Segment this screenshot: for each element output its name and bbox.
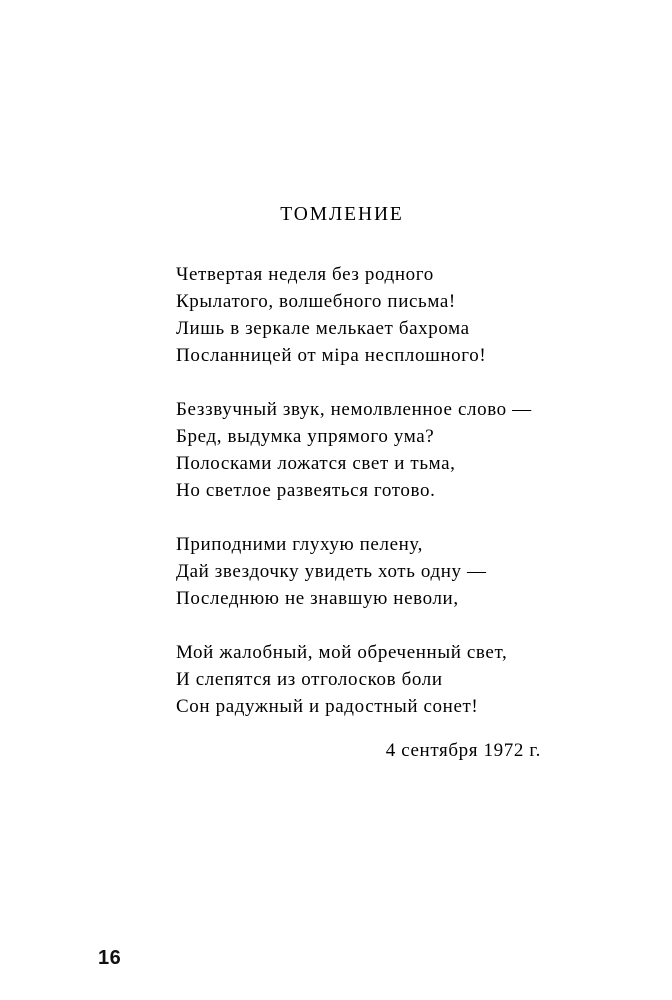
poem-line: Посланницей от міра несплошного! [176, 344, 487, 366]
poem-line: Сон радужный и радостный сонет! [176, 695, 479, 717]
stanza [176, 531, 672, 612]
poem-line: Мой жалобный, мой обреченный свет, [176, 641, 508, 663]
poem-line: Лишь в зеркале мелькает бахрома [176, 317, 470, 339]
stanza [176, 261, 672, 369]
poem-line: Беззвучный звук, немолвленное слово — [176, 398, 532, 420]
poem-line: Последнюю не знавшую неволи, [176, 587, 459, 609]
poem-line: Бред, выдумка упрямого ума? [176, 425, 435, 447]
poem-line: И слепятся из отголосков боли [176, 668, 443, 690]
poem-title: ТОМЛЕНИЕ [280, 204, 404, 225]
page-number: 16 [98, 947, 122, 969]
poem-line: Четвертая неделя без родного [176, 263, 434, 285]
poem-date: 4 сентября 1972 г. [385, 740, 541, 761]
poem-line: Но светлое развеяться готово. [176, 479, 436, 501]
poem-line: Крылатого, волшебного письма! [176, 290, 456, 312]
poem-line: Полосками ложатся свет и тьма, [176, 452, 456, 474]
stanza [176, 639, 672, 720]
poem [0, 205, 672, 720]
poem-line: Дай звездочку увидеть хоть одну — [176, 560, 487, 582]
stanza [176, 396, 672, 504]
poem-line: Приподними глухую пелену, [176, 533, 424, 555]
poem-body [0, 261, 672, 720]
